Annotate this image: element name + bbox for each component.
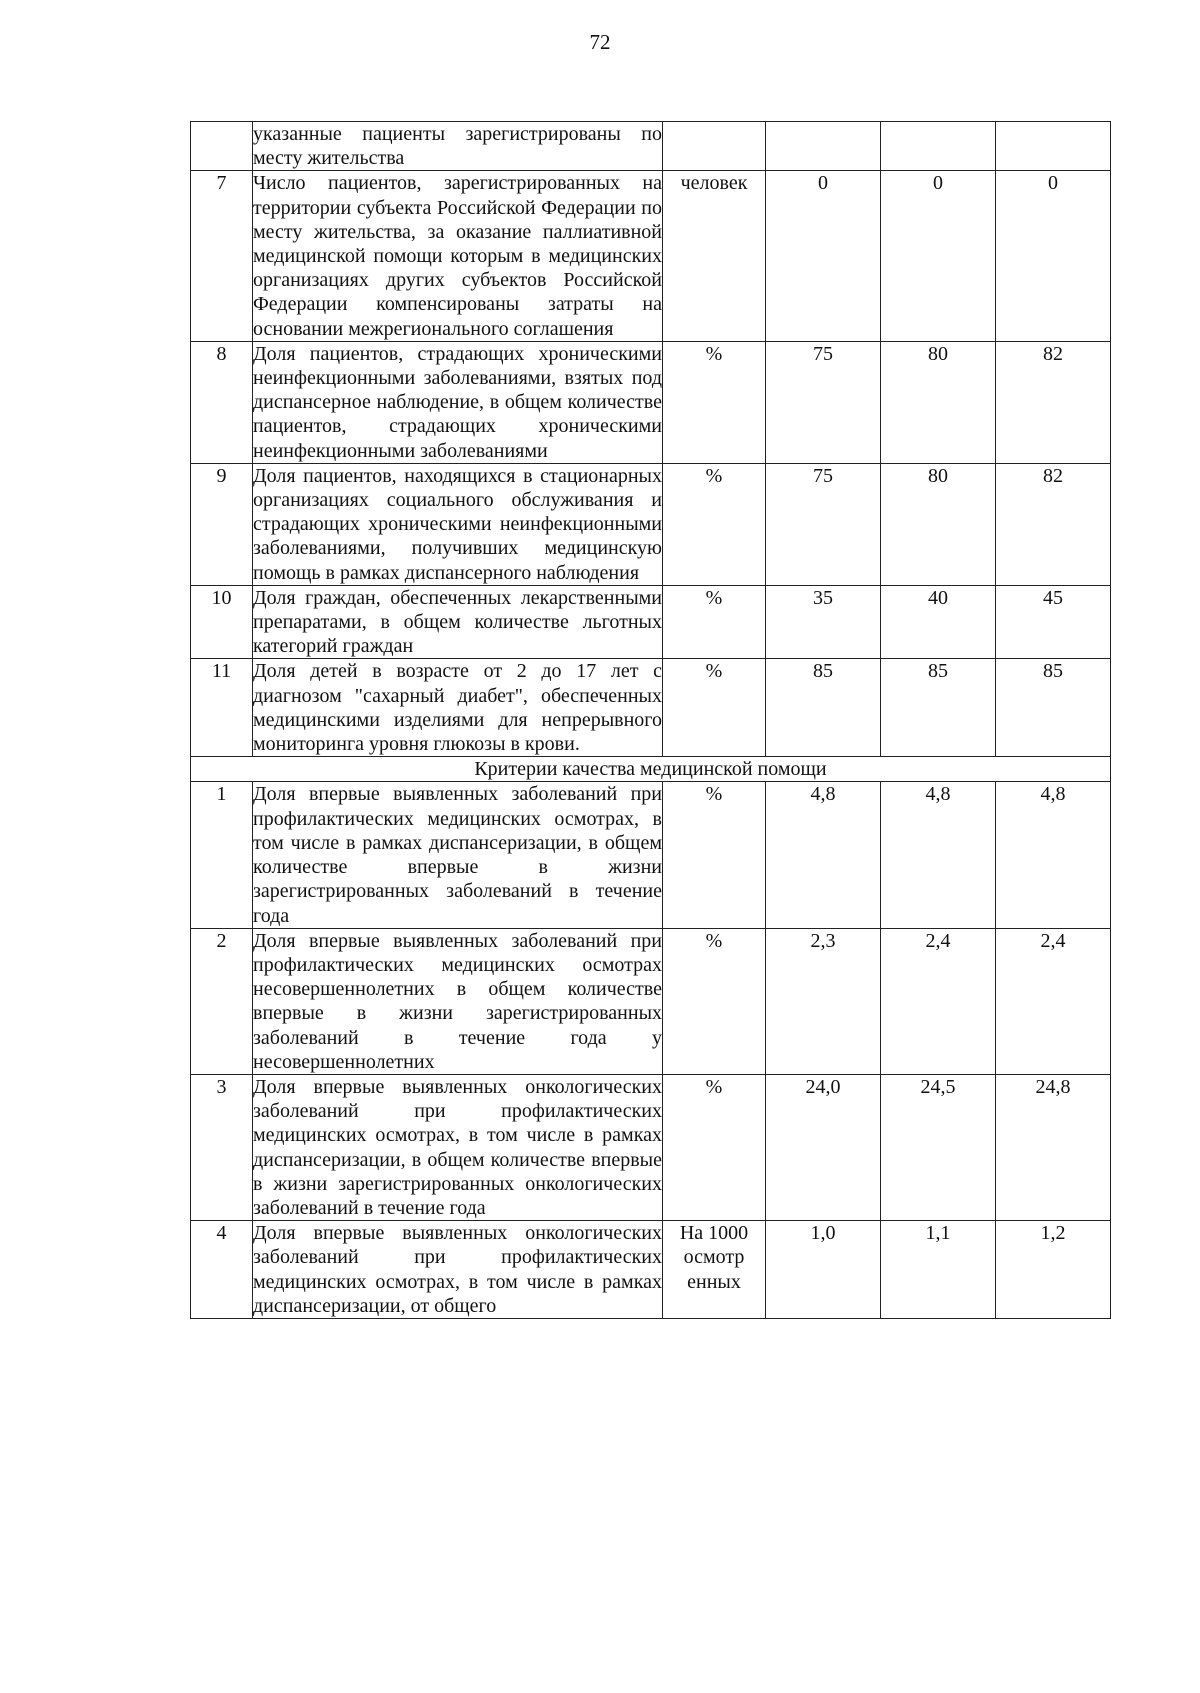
value-year-3 [996, 122, 1111, 171]
value-year-2: 0 [881, 171, 996, 341]
section-row [191, 757, 1111, 782]
value-year-2: 80 [881, 341, 996, 463]
value-year-3: 24,8 [996, 1074, 1111, 1220]
value-year-2: 2,4 [881, 928, 996, 1074]
row-number: 11 [191, 659, 253, 757]
table-row [191, 1221, 1111, 1319]
unit-of-measure: % [663, 585, 766, 659]
table-row [191, 463, 1111, 585]
table-row [191, 1074, 1111, 1220]
row-number: 7 [191, 171, 253, 341]
table-row [191, 782, 1111, 928]
indicator-description: Доля впервые выявленных заболеваний при профилактических медицинских осмотрах, в том числе в рамках диспансеризации, в общем количестве впервые в жизни зарегистрированных заболеваний в течение года [253, 783, 662, 927]
unit-of-measure: % [663, 928, 766, 1074]
indicator-description: Доля детей в возрасте от 2 до 17 лет с диагнозом "сахарный диабет", обеспеченных медицинскими изделиями для непрерывного мониторинга уровня глюкозы в крови. [253, 660, 662, 756]
unit-of-measure: % [663, 782, 766, 928]
unit-of-measure: человек [663, 171, 766, 341]
unit-of-measure: % [663, 1074, 766, 1220]
table-body-before [191, 122, 1111, 757]
unit-of-measure [663, 122, 766, 171]
row-number: 4 [191, 1221, 253, 1319]
table-body-after [191, 782, 1111, 1318]
table-row [191, 341, 1111, 463]
row-number: 8 [191, 341, 253, 463]
value-year-3: 0 [996, 171, 1111, 341]
row-number: 2 [191, 928, 253, 1074]
value-year-1: 35 [766, 585, 881, 659]
table-row [191, 928, 1111, 1074]
unit-of-measure: На 1000 осмотр енных [663, 1221, 766, 1319]
indicator-description: Доля впервые выявленных онкологических заболеваний при профилактических медицинских осмотрах, в том числе в рамках диспансеризации, в общем количестве впервые в жизни зарегистрированных онкологических заболеваний в течение года [253, 1075, 662, 1219]
indicator-description: Доля впервые выявленных заболеваний при профилактических медицинских осмотрах несовершеннолетних в общем количестве впервые в жизни зарегистрированных заболеваний в течение года у несовершеннолетних [253, 929, 662, 1073]
indicator-description: указанные пациенты зарегистрированы по месту жительства [253, 123, 662, 170]
value-year-2 [881, 122, 996, 171]
value-year-3: 82 [996, 341, 1111, 463]
value-year-1: 1,0 [766, 1221, 881, 1319]
row-number: 9 [191, 463, 253, 585]
value-year-3: 45 [996, 585, 1111, 659]
value-year-3: 2,4 [996, 928, 1111, 1074]
indicator-description: Доля граждан, обеспеченных лекарственными препаратами, в общем количестве льготных категорий граждан [253, 586, 662, 658]
value-year-3: 1,2 [996, 1221, 1111, 1319]
indicator-description: Доля пациентов, находящихся в стационарных организациях социального обслуживания и страдающих хроническими неинфекционными заболеваниями, получивших медицинскую помощь в рамках диспансерного наблюдения [253, 464, 662, 584]
section-header [191, 757, 1111, 782]
value-year-2: 24,5 [881, 1074, 996, 1220]
value-year-1: 75 [766, 341, 881, 463]
indicator-description: Доля пациентов, страдающих хроническими неинфекционными заболеваниями, взятых под диспансерное наблюдение, в общем количестве пациентов, страдающих хроническими неинфекционными заболеваниями [253, 342, 662, 462]
value-year-1: 24,0 [766, 1074, 881, 1220]
section-title: Критерии качества медицинской помощи [191, 757, 1111, 782]
value-year-1: 75 [766, 463, 881, 585]
value-year-3: 85 [996, 659, 1111, 757]
value-year-2: 80 [881, 463, 996, 585]
value-year-1: 4,8 [766, 782, 881, 928]
value-year-1 [766, 122, 881, 171]
indicator-description: Доля впервые выявленных онкологических заболеваний при профилактических медицинских осмотрах, в том числе в рамках диспансеризации, от общего [253, 1222, 662, 1317]
unit-of-measure: % [663, 463, 766, 585]
table-row [191, 659, 1111, 757]
value-year-2: 40 [881, 585, 996, 659]
value-year-2: 85 [881, 659, 996, 757]
table-row [191, 171, 1111, 341]
value-year-1: 85 [766, 659, 881, 757]
value-year-2: 4,8 [881, 782, 996, 928]
value-year-3: 4,8 [996, 782, 1111, 928]
indicators-table [190, 121, 1111, 1319]
page-number: 72 [589, 30, 611, 54]
indicator-description: Число пациентов, зарегистрированных на территории субъекта Российской Федерации по месту жительства, за оказание паллиативной медицинской помощи которым в медицинских организациях других субъектов Российской Федерации компенсированы затраты на основании межрегионального соглашения [253, 172, 662, 340]
unit-of-measure: % [663, 659, 766, 757]
table-row [191, 122, 1111, 171]
row-number: 1 [191, 782, 253, 928]
table-row [191, 585, 1111, 659]
row-number: 10 [191, 585, 253, 659]
row-number: 3 [191, 1074, 253, 1220]
value-year-2: 1,1 [881, 1221, 996, 1319]
unit-of-measure: % [663, 341, 766, 463]
row-number [191, 122, 253, 171]
value-year-1: 0 [766, 171, 881, 341]
value-year-3: 82 [996, 463, 1111, 585]
value-year-1: 2,3 [766, 928, 881, 1074]
